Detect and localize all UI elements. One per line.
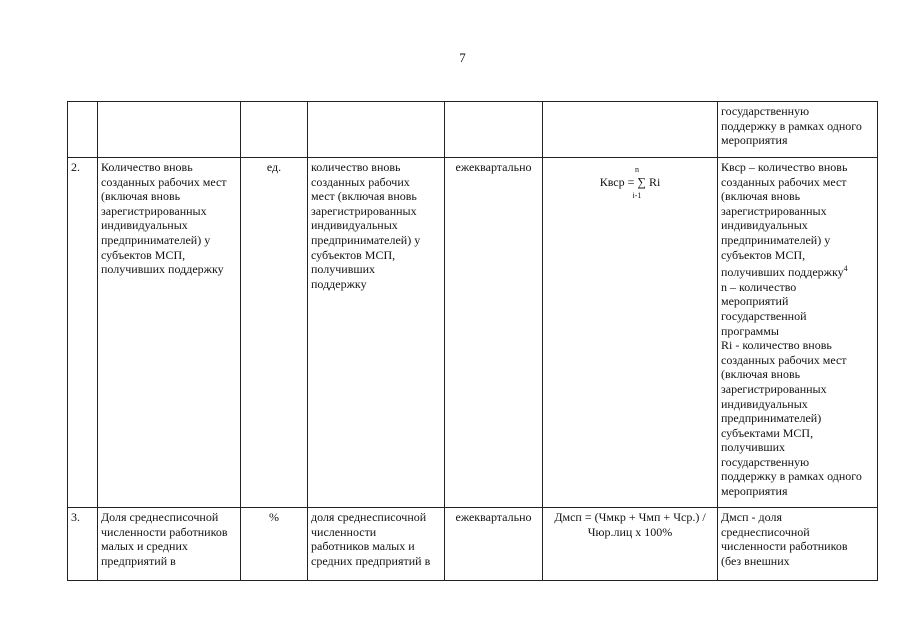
sum-formula	[543, 166, 717, 202]
table-row	[68, 508, 878, 581]
cell-unit	[241, 102, 308, 158]
formula-lhs: Квср =	[599, 175, 635, 189]
page-number: 7	[459, 50, 466, 65]
cell-formula: Дмсп = (Чмкр + Чмп + Чср.) / Чюр.лиц х 100%	[543, 508, 718, 581]
cell-num: 2.	[68, 158, 98, 508]
cell-description: количество вновь созданных рабочих мест (включая вновь зарегистрированных индивидуальных предпринимателей) у субъектов МСП, получивших поддержку	[308, 158, 445, 508]
cell-indicator	[98, 102, 241, 158]
sum-upper-limit: n	[635, 165, 639, 174]
sum-symbol: ∑	[637, 175, 646, 189]
definition-rest: n – количество мероприятий государственной программы Ri - количество вновь созданных рабочих мест (включая вновь зарегистрированных индивидуальных предпринимателей) субъектами МСП, получивших государственную поддержку в рамках одного мероприятия	[721, 279, 862, 499]
cell-num	[68, 102, 98, 158]
sum-lower-limit: i-1	[632, 191, 642, 200]
cell-num: 3.	[68, 508, 98, 581]
cell-indicator: Количество вновь созданных рабочих мест (включая вновь зарегистрированных индивидуальных предпринимателей) у субъектов МСП, получивших поддержку	[98, 158, 241, 508]
cell-indicator: Доля среднесписочной численности работников малых и средних предприятий в	[98, 508, 241, 581]
cell-frequency: ежеквартально	[445, 508, 543, 581]
cell-formula	[543, 102, 718, 158]
cell-unit: %	[241, 508, 308, 581]
cell-description	[308, 102, 445, 158]
table-row	[68, 158, 878, 508]
formula-term: Ri	[648, 175, 661, 189]
indicators-table	[67, 101, 878, 581]
table-row-continuation	[68, 102, 878, 158]
cell-formula	[543, 158, 718, 508]
cell-description: доля среднесписочной численности работников малых и средних предприятий в	[308, 508, 445, 581]
cell-definition: государственную поддержку в рамках одного мероприятия	[718, 102, 878, 158]
cell-unit: ед.	[241, 158, 308, 508]
cell-frequency	[445, 102, 543, 158]
footnote-marker: 4	[843, 264, 848, 274]
cell-frequency: ежеквартально	[445, 158, 543, 508]
cell-definition	[718, 158, 878, 508]
definition-main: Квср – количество вновь созданных рабочих мест (включая вновь зарегистрированных индивидуальных предпринимателей) у субъектов МСП, получивших поддержку	[721, 160, 848, 280]
formula-main	[543, 174, 717, 190]
cell-definition: Дмсп - доля среднесписочной численности работников (без внешних	[718, 508, 878, 581]
